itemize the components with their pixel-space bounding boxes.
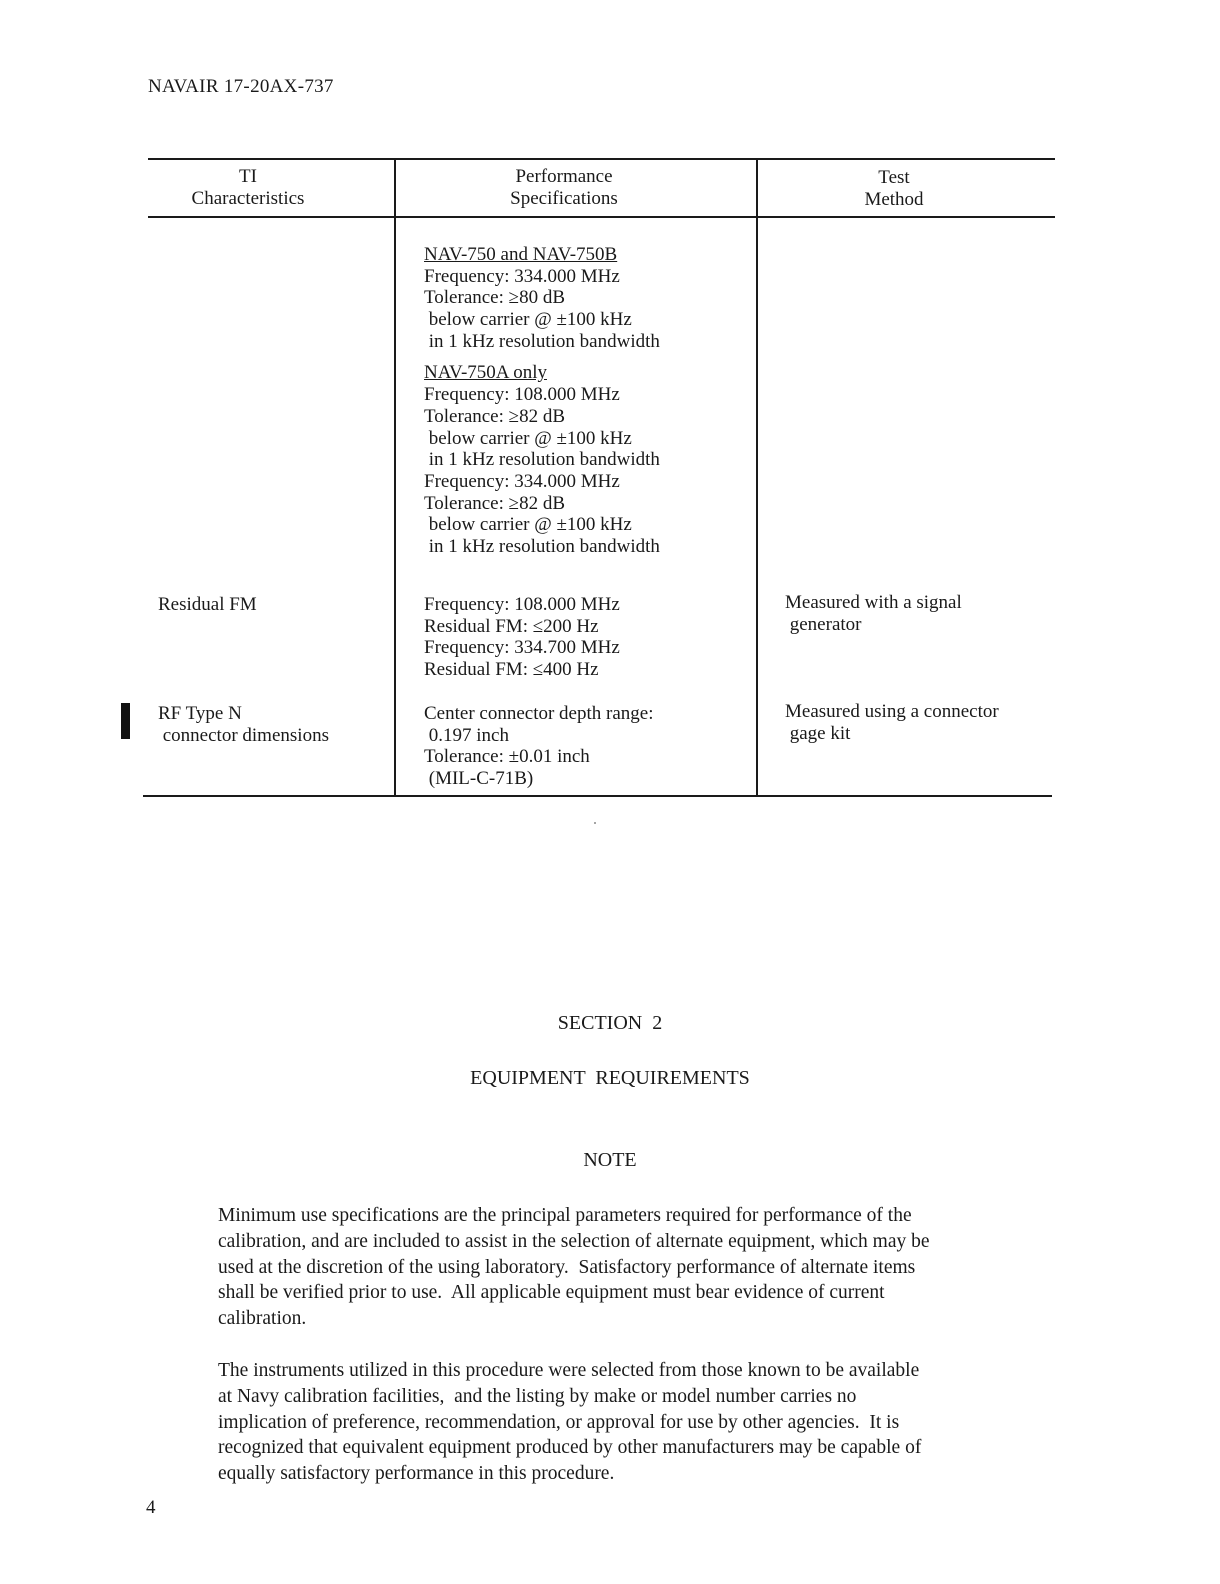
method-line: generator bbox=[785, 613, 862, 635]
characteristic-line: RF Type N bbox=[158, 703, 242, 724]
paragraph-line: calibration, and are included to assist in the selection of alternate equipment, which may be bbox=[218, 1230, 930, 1252]
spec-line: Frequency: 334.000 MHz bbox=[424, 265, 620, 287]
column-header-line: Characteristics bbox=[191, 188, 305, 209]
spec-line: Frequency: 108.000 MHz bbox=[424, 594, 620, 615]
method-residual-fm bbox=[785, 592, 962, 635]
spec-line: (MIL-C-71B) bbox=[424, 768, 534, 790]
column-header-line: Specifications bbox=[510, 188, 618, 209]
spec-line: Center connector depth range: bbox=[424, 703, 654, 724]
spec-block-heading: NAV-750A only bbox=[424, 362, 547, 384]
spec-line: below carrier @ ±100 kHz bbox=[424, 427, 632, 449]
characteristic-residual-fm: Residual FM bbox=[158, 594, 257, 615]
spec-line: Residual FM: ≤400 Hz bbox=[424, 659, 599, 681]
paragraph-line: calibration. bbox=[218, 1308, 307, 1330]
paragraph-line: Minimum use specifications are the principal parameters required for performance of the bbox=[218, 1205, 912, 1226]
revision-change-bar bbox=[121, 703, 130, 739]
note-paragraph-1 bbox=[218, 1203, 1018, 1332]
spec-line: 0.197 inch bbox=[424, 724, 509, 746]
paragraph-line: implication of preference, recommendation, or approval for use by other agencies. It is bbox=[218, 1411, 900, 1433]
section-title: EQUIPMENT REQUIREMENTS bbox=[470, 1067, 750, 1089]
column-header-line: TI bbox=[239, 166, 257, 187]
method-line: Measured with a signal bbox=[785, 592, 962, 613]
column-header-performance-specifications bbox=[396, 166, 732, 210]
table-col-divider-1 bbox=[394, 158, 396, 797]
page-number: 4 bbox=[146, 1497, 156, 1518]
column-header-line: Method bbox=[864, 189, 924, 210]
spec-block-nav-750 bbox=[424, 244, 660, 558]
document-number: NAVAIR 17-20AX-737 bbox=[148, 76, 334, 97]
paragraph-line: The instruments utilized in this procedure were selected from those known to be available bbox=[218, 1360, 920, 1381]
paragraph-line: shall be verified prior to use. All applicable equipment must bear evidence of current bbox=[218, 1282, 885, 1304]
scan-speck bbox=[594, 822, 596, 824]
spec-line: Tolerance: ≥80 dB bbox=[424, 287, 565, 309]
paragraph-line: equally satisfactory performance in this procedure. bbox=[218, 1463, 615, 1485]
characteristic-line: connector dimensions bbox=[158, 724, 329, 746]
table-bottom-rule bbox=[143, 795, 1052, 797]
method-line: Measured using a connector bbox=[785, 701, 999, 722]
spec-residual-fm bbox=[424, 594, 620, 681]
method-line: gage kit bbox=[785, 722, 851, 744]
spec-line: Frequency: 334.000 MHz bbox=[424, 470, 620, 492]
spec-line: in 1 kHz resolution bandwidth bbox=[424, 535, 660, 557]
spec-line: below carrier @ ±100 kHz bbox=[424, 514, 632, 536]
method-rf-type-n bbox=[785, 701, 999, 744]
paragraph-line: at Navy calibration facilities, and the listing by make or model number carries no bbox=[218, 1385, 857, 1407]
spec-block-heading: NAV-750 and NAV-750B bbox=[424, 244, 618, 265]
spec-line: Frequency: 108.000 MHz bbox=[424, 384, 620, 406]
spec-line: Tolerance: ≥82 dB bbox=[424, 492, 565, 514]
column-header-ti-characteristics bbox=[148, 166, 348, 210]
note-heading: NOTE bbox=[583, 1149, 637, 1171]
spec-line: in 1 kHz resolution bandwidth bbox=[424, 449, 660, 471]
spec-line: in 1 kHz resolution bandwidth bbox=[424, 330, 660, 352]
spec-line: below carrier @ ±100 kHz bbox=[424, 309, 632, 331]
column-header-line: Performance bbox=[515, 166, 613, 187]
spec-line: Frequency: 334.700 MHz bbox=[424, 637, 620, 659]
section-number: SECTION 2 bbox=[557, 1012, 663, 1034]
spec-line: Tolerance: ±0.01 inch bbox=[424, 746, 590, 768]
table-header-rule bbox=[148, 216, 1055, 218]
note-paragraph-2 bbox=[218, 1358, 1018, 1487]
column-header-line: Test bbox=[878, 167, 910, 188]
spec-line: Residual FM: ≤200 Hz bbox=[424, 615, 599, 637]
table-top-rule bbox=[148, 158, 1055, 160]
spec-rf-type-n bbox=[424, 703, 653, 790]
column-header-test-method bbox=[758, 167, 1030, 211]
paragraph-line: recognized that equivalent equipment produced by other manufacturers may be capable of bbox=[218, 1437, 922, 1459]
paragraph-line: used at the discretion of the using laboratory. Satisfactory performance of alternate items bbox=[218, 1256, 916, 1278]
table-col-divider-2 bbox=[756, 158, 758, 797]
spec-line: Tolerance: ≥82 dB bbox=[424, 405, 565, 427]
characteristic-rf-type-n bbox=[158, 703, 329, 746]
